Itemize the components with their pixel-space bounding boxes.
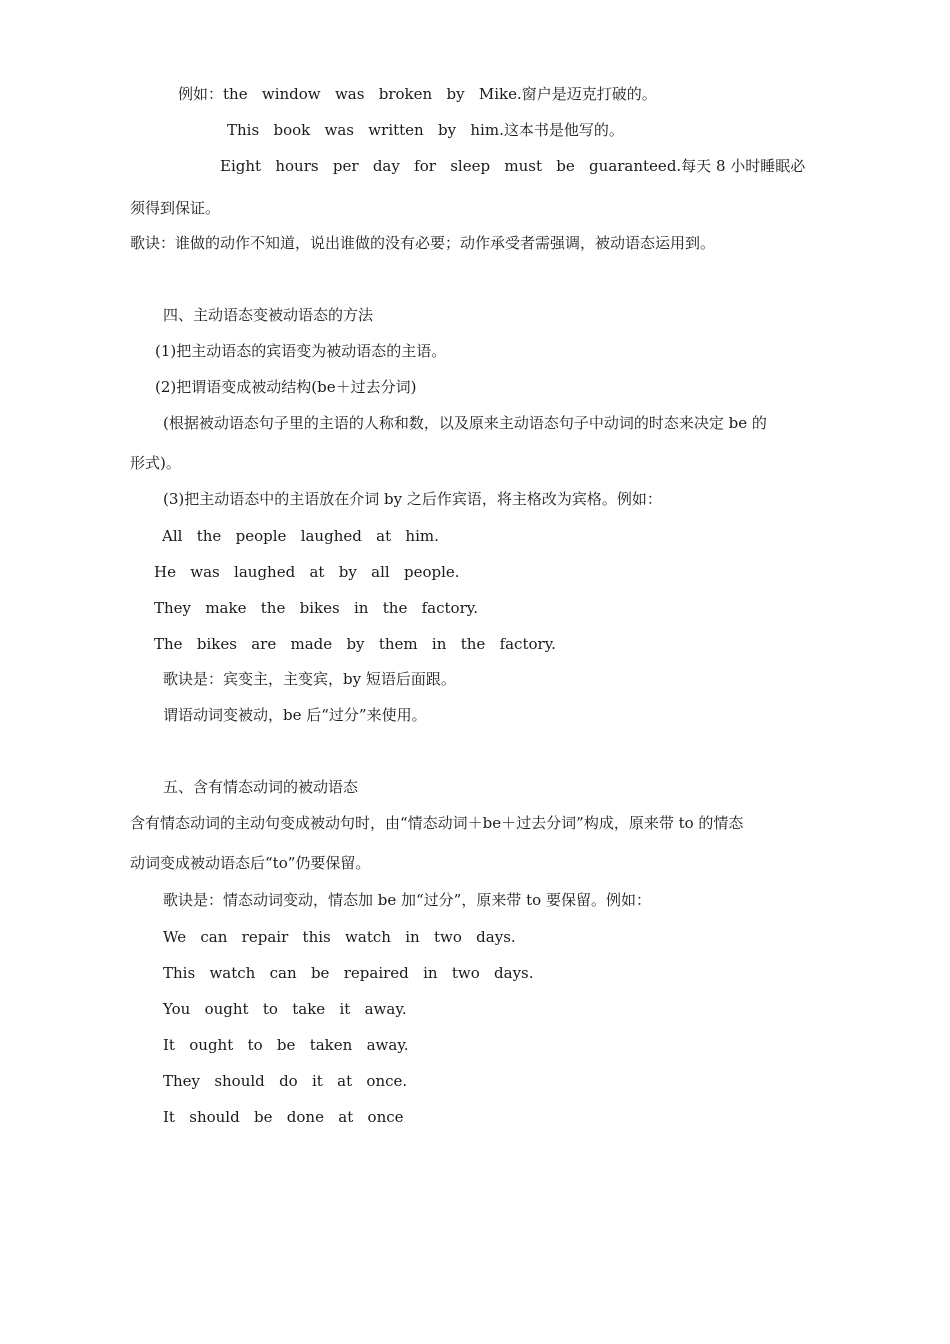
example-sentence-1: All the people laughed at him. bbox=[162, 527, 439, 545]
rule-2: (2)把谓语变成被动结构(be＋过去分词) bbox=[155, 378, 417, 396]
mnemonic-line-4: 歌诀是：情态动词变动，情态加 be 加“过分”，原来带 to 要保留。例如： bbox=[163, 891, 651, 909]
example-sentence-4: The bikes are made by them in the factory. bbox=[154, 635, 556, 653]
modal-example-4: It ought to be taken away. bbox=[163, 1036, 409, 1054]
rule-2-note: (根据被动语态句子里的主语的人称和数，以及原来主动语态句子中动词的时态来决定 be 的 bbox=[163, 414, 767, 432]
section-heading-4: 四、主动语态变被动语态的方法 bbox=[163, 306, 374, 324]
rule-2-note-cont: 形式)。 bbox=[130, 454, 181, 472]
modal-example-5: They should do it at once. bbox=[163, 1072, 408, 1090]
example-line-3: Eight hours per day for sleep must be guaranteed.每天 8 小时睡眠必 bbox=[220, 157, 806, 175]
section-5-text-cont: 动词变成被动语态后“to”仍要保留。 bbox=[130, 854, 371, 872]
modal-example-6: It should be done at once bbox=[163, 1108, 404, 1126]
mnemonic-line-1: 歌诀：谁做的动作不知道，说出谁做的没有必要；动作承受者需强调，被动语态运用到。 bbox=[130, 234, 716, 252]
rule-3: (3)把主动语态中的主语放在介词 by 之后作宾语，将主格改为宾格。例如： bbox=[163, 490, 662, 508]
mnemonic-line-3: 谓语动词变被动，be 后“过分”来使用。 bbox=[163, 706, 427, 724]
example-line-1: 例如：the window was broken by Mike.窗户是迈克打破的。 bbox=[178, 85, 657, 103]
example-line-3-cont: 须得到保证。 bbox=[130, 199, 221, 217]
example-sentence-3: They make the bikes in the factory. bbox=[154, 599, 479, 617]
rule-1: (1)把主动语态的宾语变为被动语态的主语。 bbox=[155, 342, 447, 360]
example-sentence-2: He was laughed at by all people. bbox=[154, 563, 460, 581]
modal-example-2: This watch can be repaired in two days. bbox=[163, 964, 534, 982]
example-line-2: This book was written by him.这本书是他写的。 bbox=[227, 121, 624, 139]
section-heading-5: 五、含有情态动词的被动语态 bbox=[163, 778, 359, 796]
modal-example-3: You ought to take it away. bbox=[163, 1000, 407, 1018]
mnemonic-line-2: 歌诀是：宾变主，主变宾，by 短语后面跟。 bbox=[163, 670, 456, 688]
modal-example-1: We can repair this watch in two days. bbox=[163, 928, 516, 946]
section-5-text: 含有情态动词的主动句变成被动句时，由“情态动词＋be＋过去分词”构成，原来带 to 的情态 bbox=[130, 814, 744, 832]
